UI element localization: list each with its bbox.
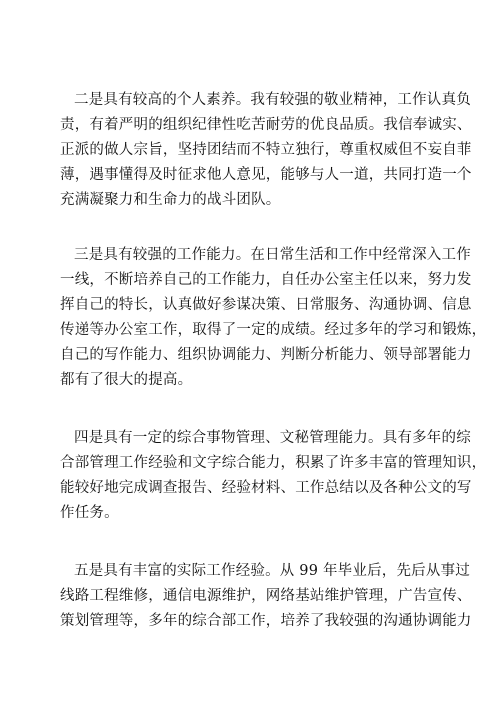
paragraph-personal-quality <box>60 88 472 213</box>
text-line: 充满凝聚力和生命力的战斗团队。 <box>60 192 281 208</box>
text-line: 五是具有丰富的实际工作经验。从 99 年毕业后，先后从事过 <box>74 563 470 579</box>
paragraph-management-ability <box>60 426 487 526</box>
text-line: 三是具有较强的工作能力。在日常生活和工作中经常深入工作 <box>74 247 471 263</box>
text-line: 线路工程维修，通信电源维护，网络基站维护管理，广告宣传、 <box>60 588 472 604</box>
paragraph-work-ability <box>60 243 487 393</box>
text-line: 自己的写作能力、组织协调能力、判断分析能力、领导部署能力 <box>60 347 472 363</box>
text-line: 都有了很大的提高。 <box>60 372 193 388</box>
text-line: 传递等办公室工作，取得了一定的成绩。经过多年的学习和锻炼， <box>60 322 487 338</box>
text-line: 作任务。 <box>60 505 119 521</box>
text-line: 正派的做人宗旨，坚持团结而不特立独行，尊重权威但不妄自菲 <box>60 142 472 158</box>
text-line: 二是具有较高的个人素养。我有较强的敬业精神，工作认真负 <box>74 92 471 108</box>
text-line: 合部管理工作经验和文字综合能力，积累了许多丰富的管理知识， <box>60 455 487 471</box>
text-line: 策划管理等，多年的综合部工作，培养了我较强的沟通协调能力 <box>60 613 472 629</box>
text-line: 薄，遇事懂得及时征求他人意见，能够与人一道，共同打造一个 <box>60 167 472 183</box>
paragraph-work-experience <box>60 559 472 634</box>
text-line: 一线，不断培养自己的工作能力，自任办公室主任以来，努力发 <box>60 272 472 288</box>
text-line: 四是具有一定的综合事物管理、文秘管理能力。具有多年的综 <box>74 430 471 446</box>
text-line: 能较好地完成调查报告、经验材料、工作总结以及各种公文的写 <box>60 480 472 496</box>
text-line: 挥自己的特长，认真做好参谋决策、日常服务、沟通协调、信息 <box>60 297 472 313</box>
text-line: 责，有着严明的组织纪律性吃苦耐劳的优良品质。我信奉诚实、 <box>60 117 472 133</box>
